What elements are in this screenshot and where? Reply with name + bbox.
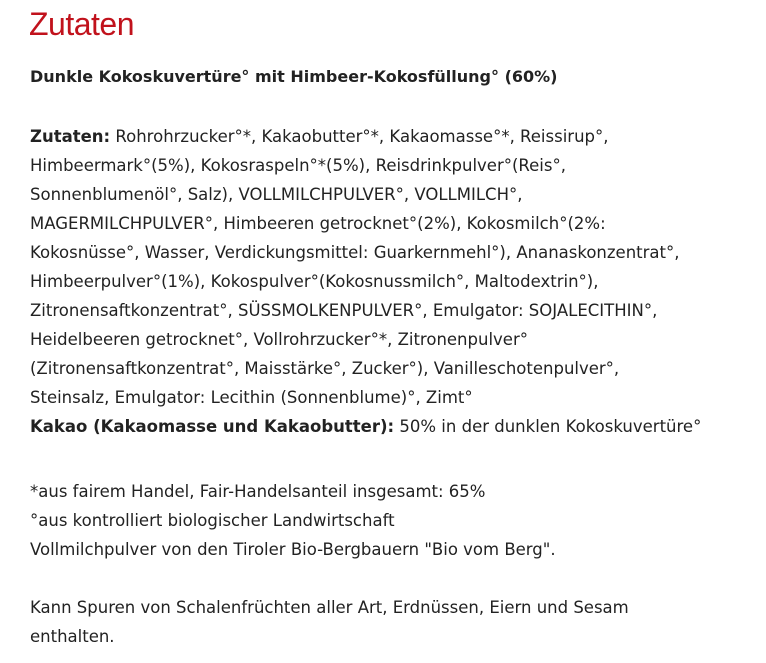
notes-block: [30, 477, 762, 564]
organic-note: °aus kontrolliert biologischer Landwirtschaft: [30, 511, 395, 530]
ingredients-block: [30, 122, 762, 441]
ingredients-line: Steinsalz, Emulgator: Lecithin (Sonnenblume)°, Zimt°: [30, 388, 473, 407]
ingredients-text: Rohrohrzucker°*, Kakaobutter°*, Kakaomasse°*, Reissirup°,: [110, 127, 609, 146]
ingredients-line: Kokosnüsse°, Wasser, Verdickungsmittel: Guarkernmehl°), Ananaskonzentrat°,: [30, 243, 680, 262]
cocoa-value: 50% in der dunklen Kokoskuvertüre°: [394, 417, 702, 436]
ingredients-line: MAGERMILCHPULVER°, Himbeeren getrocknet°(2%), Kokosmilch°(2%:: [30, 214, 606, 233]
fair-trade-note: *aus fairem Handel, Fair-Handelsanteil insgesamt: 65%: [30, 482, 486, 501]
ingredients-line: Sonnenblumenöl°, Salz), VOLLMILCHPULVER°, VOLLMILCH°,: [30, 185, 523, 204]
milk-origin-note: Vollmilchpulver von den Tiroler Bio-Bergbauern "Bio vom Berg".: [30, 540, 556, 559]
ingredients-line: (Zitronensaftkonzentrat°, Maisstärke°, Zucker°), Vanilleschotenpulver°,: [30, 359, 620, 378]
allergen-line: Kann Spuren von Schalenfrüchten aller Art, Erdnüssen, Eiern und Sesam: [30, 598, 629, 617]
ingredients-label: Zutaten:: [30, 127, 111, 146]
allergen-note: [30, 593, 762, 651]
allergen-line: enthalten.: [30, 627, 115, 646]
ingredients-line: Himbeerpulver°(1%), Kokospulver°(Kokosnussmilch°, Maltodextrin°),: [30, 272, 599, 291]
product-title: Dunkle Kokoskuvertüre° mit Himbeer-Kokosfüllung° (60%): [30, 67, 558, 86]
ingredients-line: [30, 122, 762, 151]
cocoa-label: Kakao (Kakaomasse und Kakaobutter):: [30, 417, 395, 436]
cocoa-line: [30, 412, 762, 441]
ingredients-line: Himbeermark°(5%), Kokosraspeln°*(5%), Reisdrinkpulver°(Reis°,: [30, 156, 566, 175]
section-heading: Zutaten: [29, 6, 135, 42]
ingredients-line: Heidelbeeren getrocknet°, Vollrohrzucker°*, Zitronenpulver°: [30, 330, 528, 349]
ingredients-line: Zitronensaftkonzentrat°, SÜSSMOLKENPULVER°, Emulgator: SOJALECITHIN°,: [30, 301, 658, 320]
